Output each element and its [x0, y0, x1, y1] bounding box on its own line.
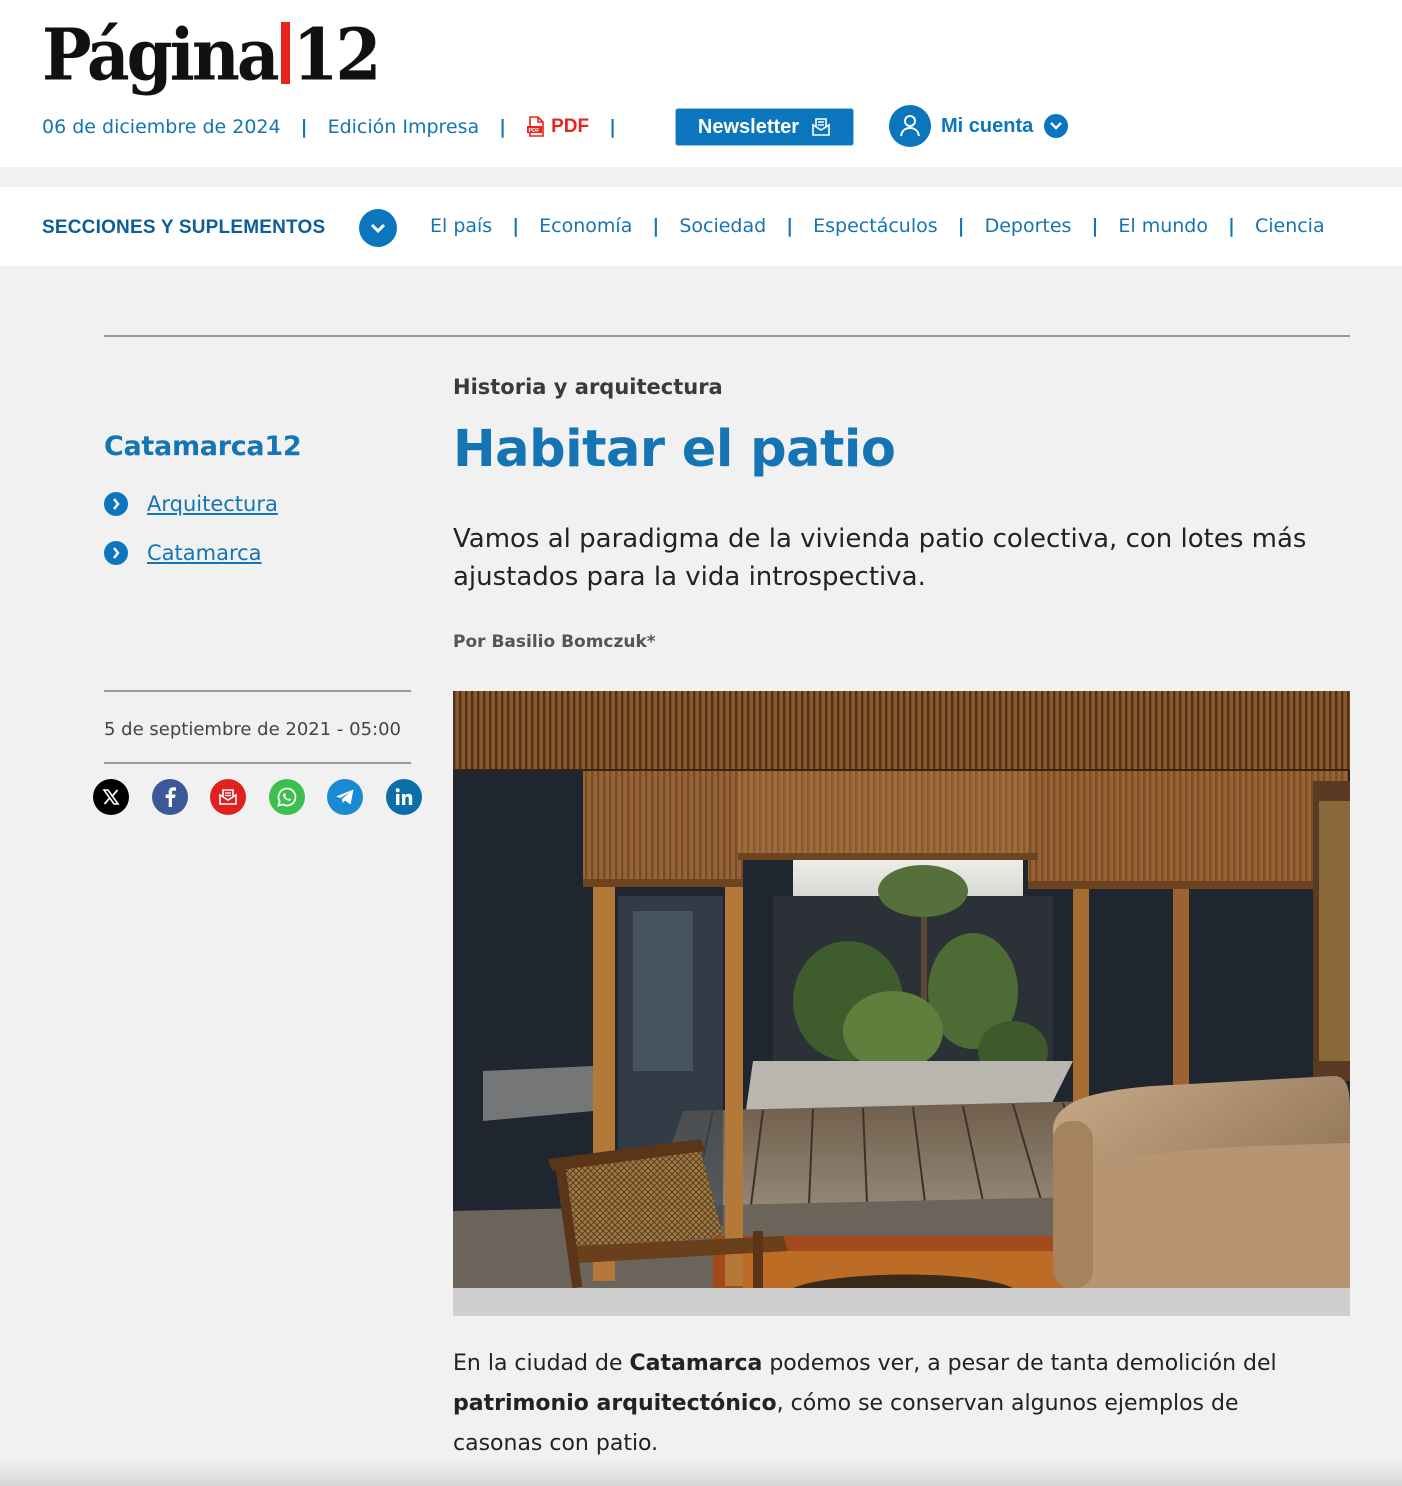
article-title: Habitar el patio — [453, 420, 896, 479]
chevron-right-icon — [104, 541, 128, 565]
separator: | — [957, 215, 965, 237]
envelope-icon — [811, 117, 831, 137]
chevron-down-icon — [370, 223, 386, 233]
nav-link-ciencia[interactable]: Ciencia — [1254, 215, 1325, 237]
sections-menu-label[interactable]: SECCIONES Y SUPLEMENTOS — [42, 217, 326, 238]
nav-links — [430, 215, 1325, 237]
separator: | — [609, 116, 617, 138]
article-byline: Por Basilio Bomczuk* — [453, 632, 656, 652]
article-deck: Vamos al paradigma de la vivienda patio colectiva, con lotes más ajustados para la vida introspectiva. — [453, 524, 1307, 592]
telegram-icon — [335, 788, 355, 806]
nav-link-sociedad[interactable]: Sociedad — [679, 215, 767, 237]
nav-link-economia[interactable]: Economía — [539, 215, 633, 237]
logo-number: 12 — [292, 12, 379, 97]
tag-link-catamarca[interactable]: Catamarca — [147, 541, 262, 565]
separator: | — [1228, 215, 1235, 237]
nav-link-deportes[interactable]: Deportes — [984, 215, 1072, 237]
pdf-icon — [526, 116, 546, 138]
share-linkedin-button[interactable] — [386, 779, 422, 815]
site-header — [0, 0, 1402, 167]
separator: | — [786, 215, 794, 237]
section-name[interactable]: Catamarca12 — [104, 431, 302, 462]
tag-link-arquitectura[interactable]: Arquitectura — [147, 492, 278, 516]
body-bold-text: patrimonio arquitectónico — [453, 1391, 777, 1416]
share-whatsapp-button[interactable] — [269, 779, 305, 815]
facebook-icon — [164, 787, 176, 807]
current-date: 06 de diciembre de 2024 — [42, 116, 281, 138]
body-text: , cómo se conservan algunos ejemplos de casonas con patio. — [453, 1391, 1239, 1456]
chevron-right-icon — [104, 492, 128, 516]
separator: | — [512, 215, 520, 237]
divider — [104, 335, 1350, 337]
separator: | — [1091, 215, 1099, 237]
logo-red-bar — [281, 22, 290, 84]
user-icon — [889, 105, 931, 147]
logo-word: Página — [42, 12, 277, 97]
account-label: Mi cuenta — [941, 114, 1034, 137]
svg-text:PDF: PDF — [528, 127, 540, 134]
separator: | — [300, 116, 308, 138]
whatsapp-icon — [276, 786, 298, 808]
newsletter-button[interactable] — [676, 109, 853, 145]
account-menu[interactable] — [889, 105, 1068, 147]
divider — [104, 762, 411, 764]
top-meta-bar — [42, 116, 636, 138]
site-logo[interactable] — [42, 8, 378, 108]
pdf-link[interactable] — [526, 116, 589, 138]
chevron-down-icon — [1044, 114, 1068, 138]
divider — [104, 690, 411, 692]
share-facebook-button[interactable] — [152, 779, 188, 815]
nav-link-espectaculos[interactable]: Espectáculos — [813, 215, 938, 237]
article-body-paragraph — [453, 1344, 1333, 1464]
share-email-button[interactable] — [210, 779, 246, 815]
separator: | — [652, 215, 660, 237]
share-x-button[interactable] — [93, 779, 129, 815]
sections-toggle-button[interactable] — [359, 209, 397, 247]
share-bar — [93, 779, 444, 815]
bottom-fade — [0, 1460, 1402, 1486]
share-telegram-button[interactable] — [327, 779, 363, 815]
publish-date: 5 de septiembre de 2021 - 05:00 — [104, 719, 402, 740]
section-nav — [0, 187, 1402, 266]
tag-item[interactable] — [104, 541, 262, 565]
body-text: En la ciudad de — [453, 1351, 630, 1376]
email-icon — [218, 788, 238, 806]
article-image[interactable] — [453, 691, 1350, 1316]
newsletter-label: Newsletter — [697, 115, 800, 138]
body-bold-text: Catamarca — [629, 1351, 763, 1376]
body-text: podemos ver, a pesar de tanta demolición del — [762, 1351, 1277, 1376]
print-edition-link[interactable]: Edición Impresa — [327, 116, 480, 138]
separator: | — [499, 116, 507, 138]
tag-item[interactable] — [104, 492, 278, 516]
article-kicker: Historia y arquitectura — [453, 375, 723, 399]
nav-link-el-pais[interactable]: El país — [430, 215, 493, 237]
pdf-label: PDF — [551, 116, 590, 137]
nav-link-el-mundo[interactable]: El mundo — [1118, 215, 1208, 237]
linkedin-icon — [394, 787, 414, 807]
x-icon — [102, 788, 120, 806]
article-photo — [453, 691, 1350, 1288]
